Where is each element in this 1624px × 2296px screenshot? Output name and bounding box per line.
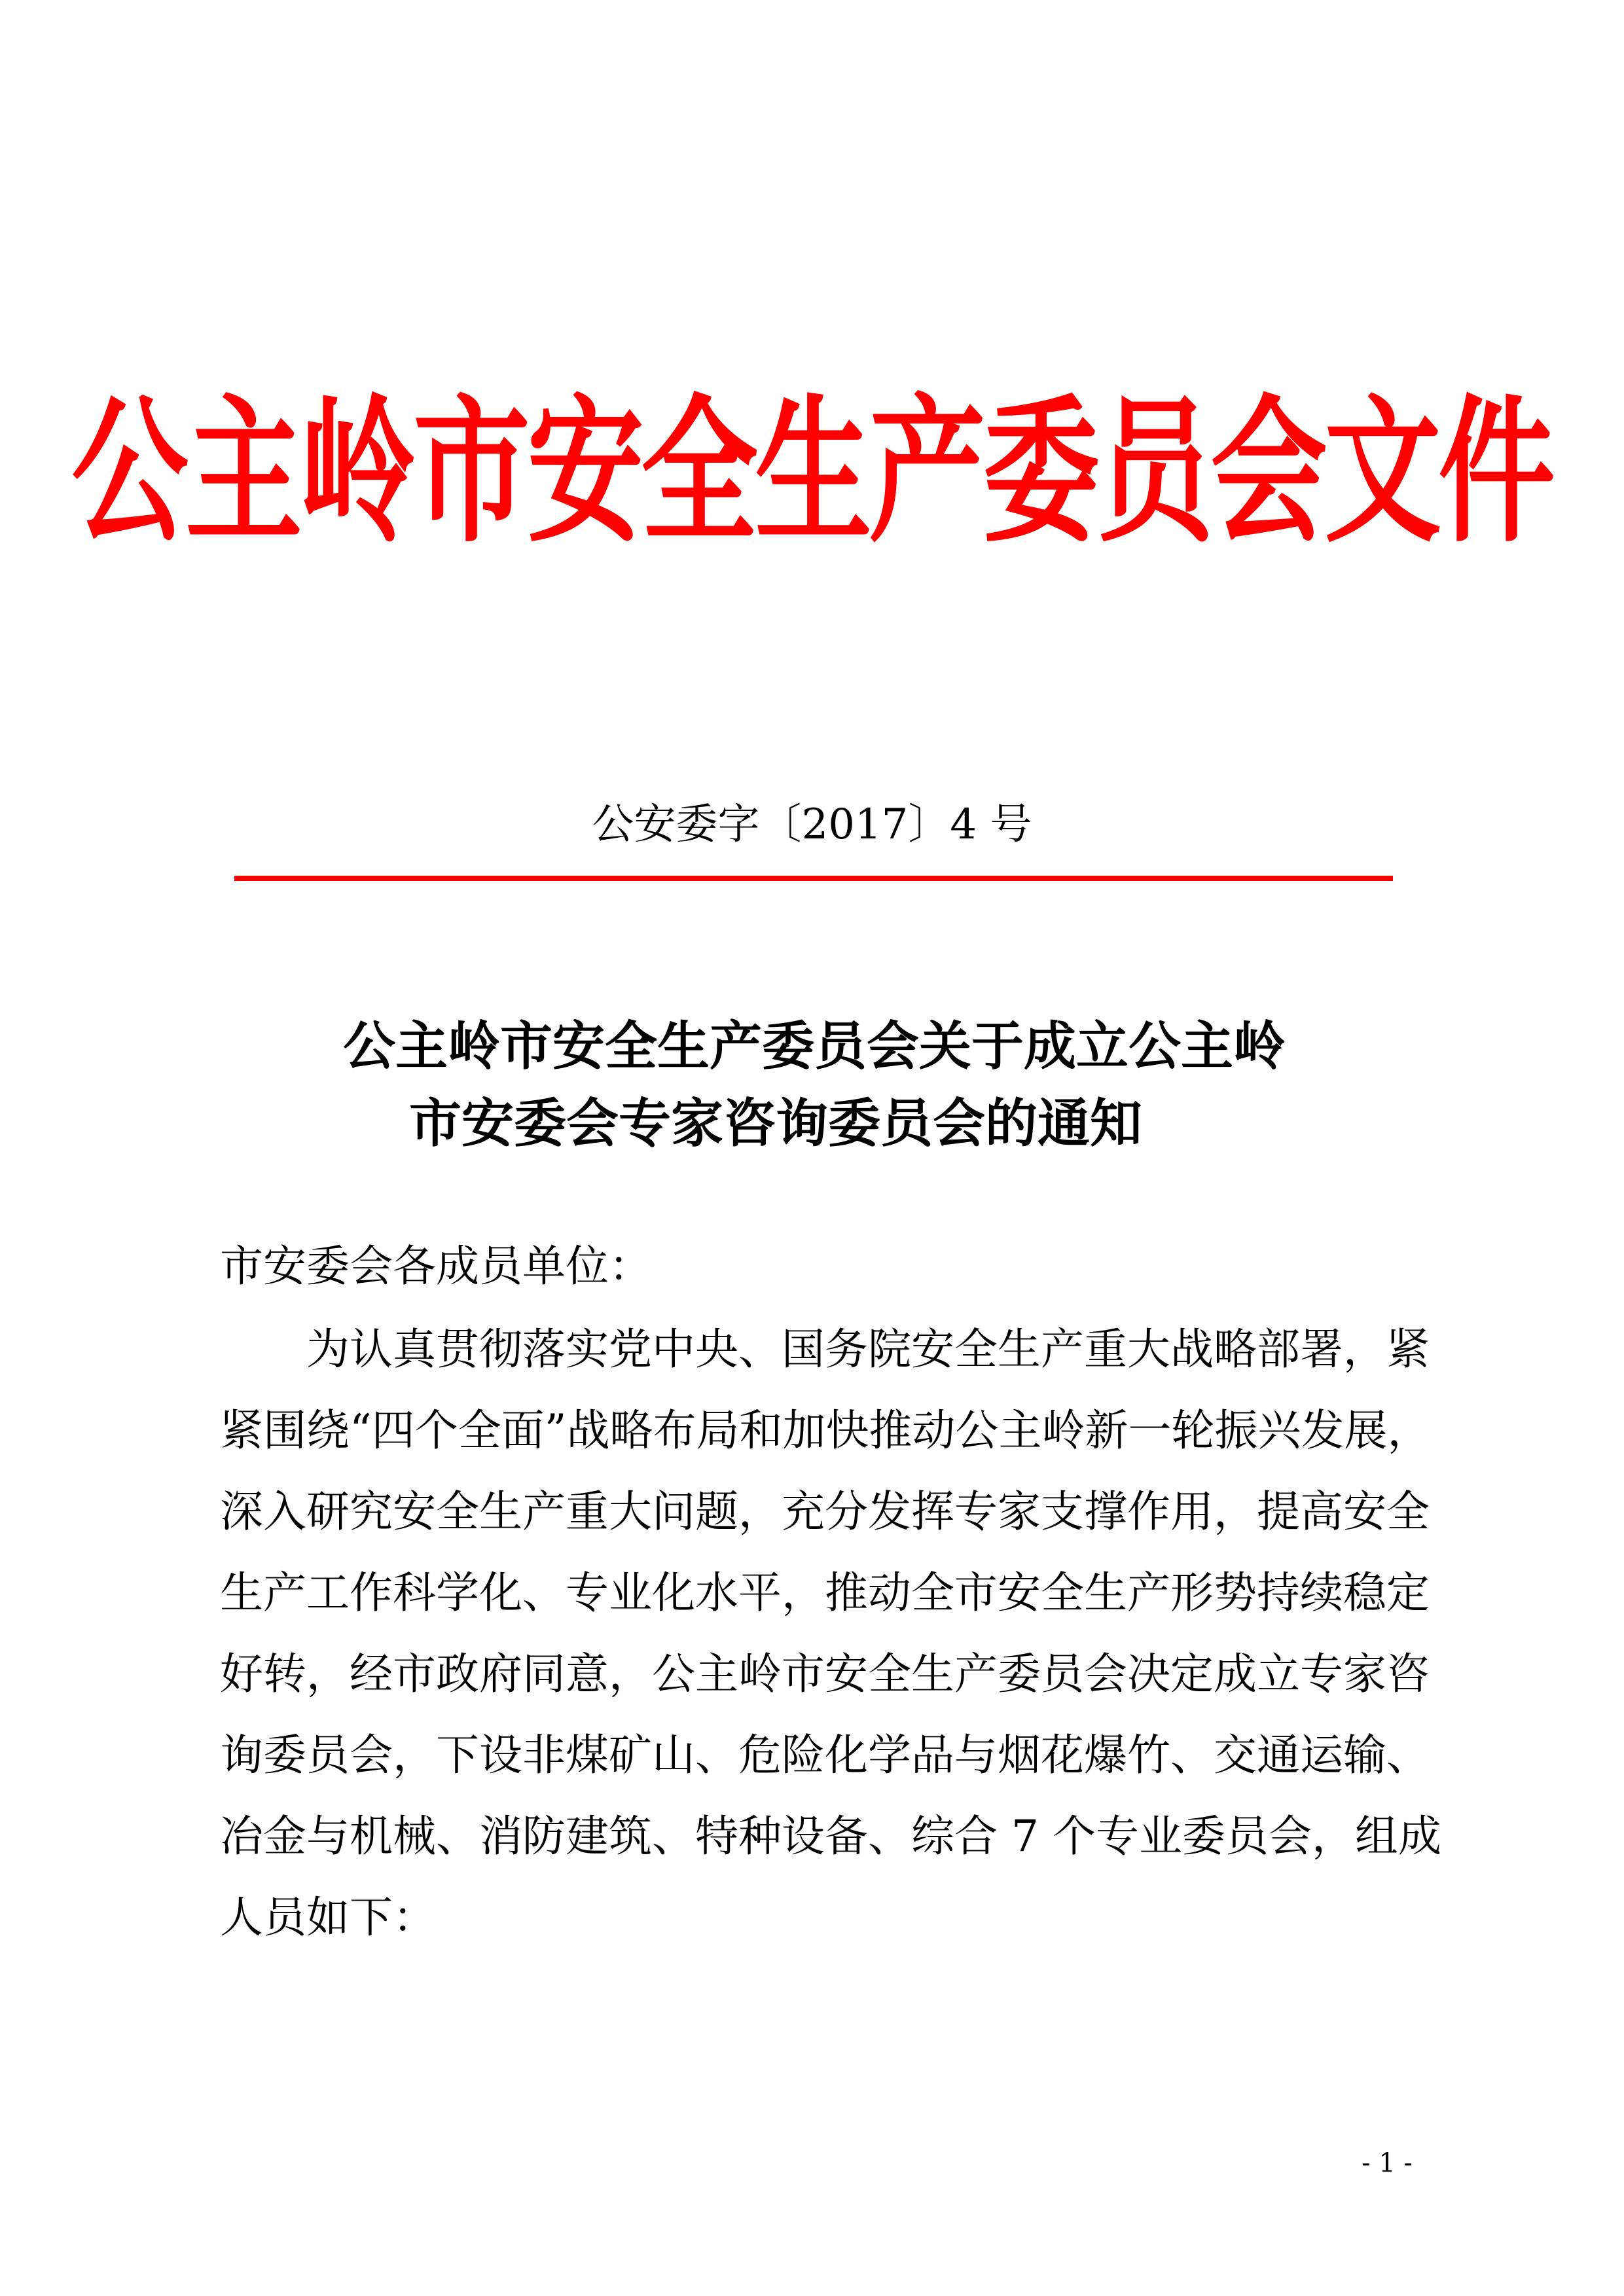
body-line-4: 生产工作科学化、专业化水平，推动全市安全生产形势持续稳定 xyxy=(220,1568,1430,1618)
body-line-2: 紧围绕“四个全面”战略布局和加快推动公主岭新一轮振兴发展， xyxy=(220,1405,1431,1456)
notice-title xyxy=(0,1008,1624,1162)
body-line-3: 深入研究安全生产重大问题，充分发挥专家支撑作用，提高安全 xyxy=(220,1486,1430,1537)
document-masthead: 公主岭市安全生产委员会文件 xyxy=(71,380,1553,564)
notice-title-line-1: 公主岭市安全生产委员会关于成立公主岭 xyxy=(343,1016,1286,1077)
body-line-8: 人员如下： xyxy=(220,1892,436,1943)
red-divider-rule xyxy=(234,876,1393,881)
document-number: 公安委字〔2017〕4 号 xyxy=(592,800,1032,849)
salutation: 市安委会各成员单位： xyxy=(220,1241,652,1291)
body-line-1: 为认真贯彻落实党中央、国务院安全生产重大战略部署，紧 xyxy=(306,1324,1430,1374)
body-line-6: 询委员会，下设非煤矿山、危险化学品与烟花爆竹、交通运输、 xyxy=(220,1730,1430,1780)
body-line-7: 冶金与机械、消防建筑、特种设备、综合 7 个专业委员会，组成 xyxy=(220,1811,1441,1861)
notice-title-line-2: 市安委会专家咨询委员会的通知 xyxy=(409,1093,1142,1154)
body-paragraph xyxy=(220,1309,1441,1958)
page-number: - 1 - xyxy=(1362,2148,1413,2178)
body-line-5: 好转，经市政府同意，公主岭市安全生产委员会决定成立专家咨 xyxy=(220,1649,1430,1699)
